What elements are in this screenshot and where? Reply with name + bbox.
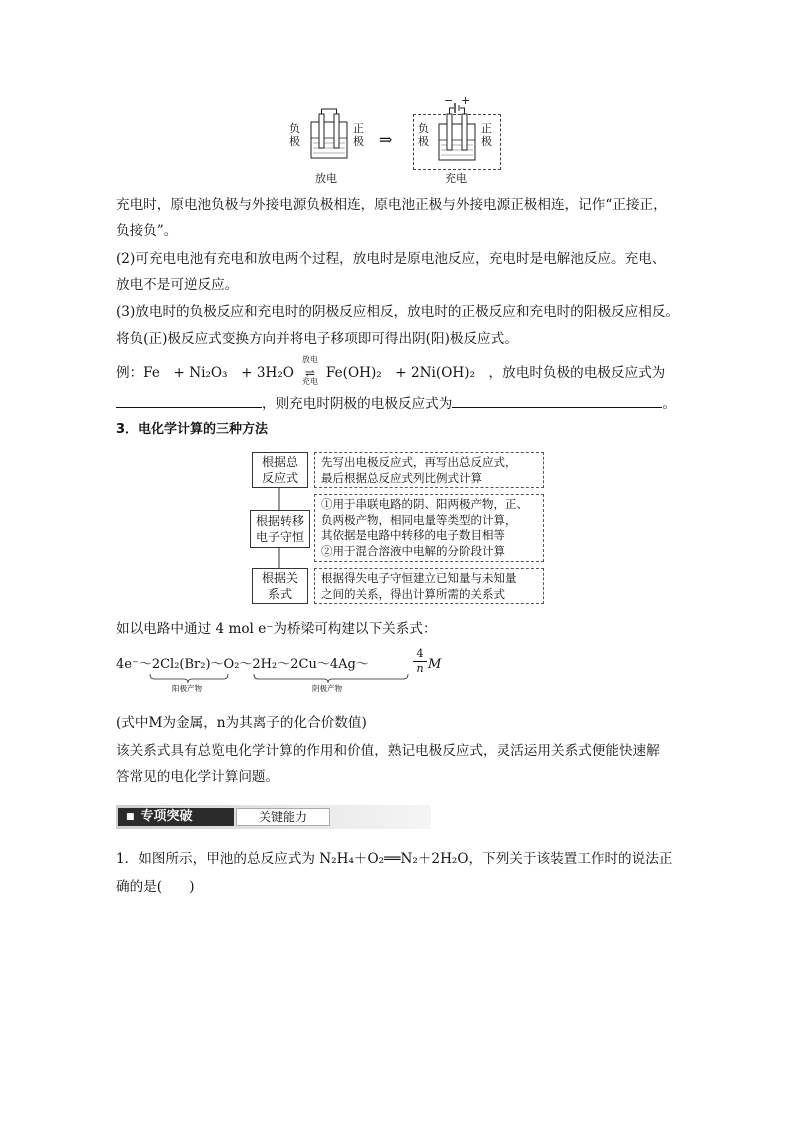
- relation-note: (式中M为金属，n为其离子的化合价数值): [116, 715, 367, 731]
- arrow-icon: ⇒: [379, 130, 393, 149]
- charge-caption: 充电: [445, 172, 467, 185]
- answer-blank-2[interactable]: [452, 393, 662, 408]
- paragraph-2-line-1: (2)可充电电池有充电和放电两个过程，放电时是原电池反应，充电时是电解池反应。充电、: [116, 251, 666, 267]
- methods-diagram: [250, 450, 550, 610]
- method-label-total-reaction: 根据总 反应式: [252, 452, 308, 488]
- method-desc-electron-conservation: ①用于串联电路的阴、阳两极产物，正、 负两极产物，相同电量等类型的计算， 其依据是电路中转移的电子数目相等 ②用于混合溶液中电解的分阶段计算: [314, 494, 544, 562]
- question-1-line-1: 1．如图所示，甲池的总反应式为 N₂H₄＋O₂══N₂＋2H₂O，下列关于该装置工作时的说法正: [116, 851, 673, 867]
- discharge-caption: 放电: [315, 172, 337, 185]
- method-label-electron-conservation: 根据转移 电子守恒: [250, 510, 310, 548]
- paragraph-2-line-2: 放电不是可逆反应。: [116, 277, 239, 293]
- method-label-relation: 根据关 系式: [252, 568, 308, 604]
- banner-title-block: [118, 808, 234, 826]
- example-line2-mid: ，则充电时阴极的电极反应式为: [262, 396, 453, 412]
- battery-figure: [285, 94, 505, 190]
- arrow-top-label: 放电: [301, 355, 318, 364]
- fraction-denominator: n: [416, 662, 424, 675]
- discharge-cell-diagram: [307, 108, 351, 162]
- anode-product-label: 阳极产物: [172, 684, 202, 693]
- method-desc-total-reaction: 先写出电极反应式，再写出总反应式， 最后根据总反应式列比例式计算: [314, 452, 544, 488]
- paragraph-1-line-2: 负接负”。: [116, 223, 178, 239]
- square-icon: ■: [126, 812, 135, 822]
- paragraph-3-line-2: 将负(正)极反应式变换方向并将电子移项即可得出阴(阳)极反应式。: [116, 331, 518, 347]
- example-line2-end: 。: [662, 396, 676, 412]
- charge-positive-label: 正 极: [481, 122, 492, 148]
- example-line-1: [116, 355, 666, 386]
- arrow-bottom-label: 充电: [301, 377, 318, 386]
- discharge-positive-label: 正 极: [353, 122, 364, 148]
- relation-braces: [116, 648, 476, 694]
- example-rest: Fe(OH)₂ + 2Ni(OH)₂ ，放电时负极的电极反应式为: [325, 365, 666, 381]
- section-banner: [116, 805, 431, 829]
- question-1-line-2: 确的是( ): [116, 879, 195, 895]
- banner-subtitle-block: 关键能力: [236, 808, 330, 826]
- fraction-variable: M: [428, 657, 442, 672]
- cathode-product-label: 阴极产物: [312, 684, 342, 693]
- reversible-arrow: 放电 ⇌ 充电: [294, 364, 326, 382]
- fraction-numerator: 4: [416, 647, 424, 660]
- paragraph-3-line-1: (3)放电时的负极反应和充电时的阴极反应相反，放电时的正极反应和充电时的阳极反应相反。: [116, 304, 680, 320]
- relation-main: 4e⁻～2Cl₂(Br₂)～O₂～2H₂～2Cu～4Ag～: [116, 657, 369, 672]
- example-line-2: [116, 393, 676, 413]
- summary-line-2: 答常见的电化学计算问题。: [116, 769, 280, 785]
- relation-intro: 如以电路中通过 4 mol e⁻为桥梁可构建以下关系式：: [116, 621, 437, 637]
- charge-plus-sign: +: [461, 94, 471, 107]
- answer-blank-1[interactable]: [116, 393, 262, 408]
- discharge-negative-label: 负 极: [289, 122, 300, 148]
- paragraph-1-line-1: 充电时，原电池负极与外接电源负极相连，原电池正极与外接电源正极相连，记作“正接正，: [116, 197, 667, 213]
- method-desc-relation: 根据得失电子守恒建立已知量与未知量 之间的关系，得出计算所需的关系式: [314, 568, 544, 604]
- summary-line-1: 该关系式具有总览电化学计算的作用和价值，熟记电极反应式，灵活运用关系式便能快速解: [116, 743, 660, 759]
- section-3-title: 3．电化学计算的三种方法: [116, 422, 269, 437]
- charge-cell-diagram: [433, 100, 481, 164]
- charge-minus-sign: −: [444, 94, 454, 107]
- charge-negative-label: 负 极: [418, 122, 429, 148]
- example-prefix: 例：Fe + Ni₂O₃ + 3H₂O: [116, 365, 294, 381]
- relation-formula: [116, 648, 476, 694]
- banner-title: 专项突破: [140, 809, 193, 824]
